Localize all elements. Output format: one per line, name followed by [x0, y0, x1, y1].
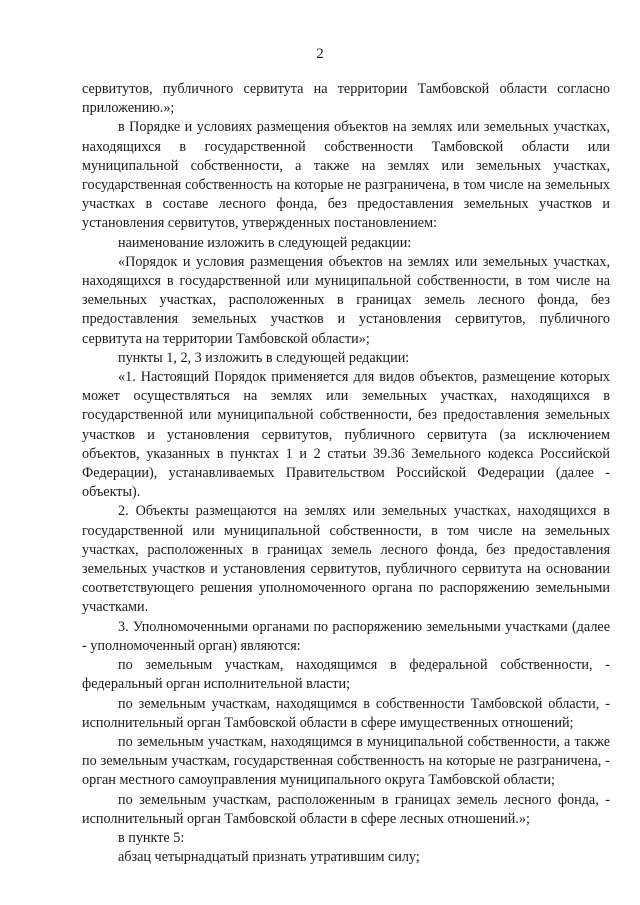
paragraph: по земельным участкам, находящимся в федеральной собственности, - федеральный орган исполнительной власти; [82, 657, 610, 693]
paragraph: пункты 1, 2, 3 изложить в следующей редакции: [118, 349, 410, 366]
paragraph: абзац четырнадцатый признать утратившим силу; [118, 849, 420, 866]
paragraph: по земельным участкам, расположенным в границах земель лесного фонда, - исполнительный орган Тамбовской области в сфере лесных отношений.»; [82, 791, 610, 827]
paragraph: 2. Объекты размещаются на землях или земельных участках, находящихся в государственной или муниципальной собственности, в том числе на земельных участках, расположенных в границах земель лесного фонда, без предоставления земельных участков и установления сервитутов, публичного сервитута на основании соответствующего решения уполномоченного органа по распоряжению земельными участками. [82, 503, 610, 616]
document-body [82, 80, 610, 867]
page-number: 2 [316, 46, 324, 62]
paragraph: в Порядке и условиях размещения объектов на землях или земельных участках, находящихся в государственной собственности Тамбовской области или муниципальной собственности, а также на землях или земельных участках, государственная собственность на которые не разграничена, в том числе на земельных участках в составе лесного фонда, без предоставления земельных участков и установления сервитутов, утвержденных постановлением: [82, 119, 610, 232]
paragraph: 3. Уполномоченными органами по распоряжению земельными участками (далее - уполномоченный орган) являются: [82, 618, 610, 654]
paragraph: «Порядок и условия размещения объектов на землях или земельных участках, находящихся в государственной или муниципальной собственности, в том числе на земельных участках, расположенных в границах земель лесного фонда, без предоставления земельных участков и установления сервитутов, публичного сервитута на территории Тамбовской области»; [82, 253, 610, 347]
paragraph: сервитутов, публичного сервитута на территории Тамбовской области согласно приложению.»; [82, 81, 610, 117]
paragraph: наименование изложить в следующей редакции: [118, 234, 412, 251]
paragraph: по земельным участкам, находящимся в муниципальной собственности, а также по земельным участкам, государственная собственность на которые не разграничена, - орган местного самоуправления муниципального округа Тамбовской области; [82, 733, 610, 789]
paragraph: по земельным участкам, находящимся в собственности Тамбовской области, - исполнительный орган Тамбовской области в сфере имущественных отношений; [82, 695, 610, 731]
paragraph: «1. Настоящий Порядок применяется для видов объектов, размещение которых может осуществляться на землях или земельных участках, находящихся в государственной или муниципальной собственности, без предоставления земельных участков и установления сервитутов, публичного сервитута (за исключением объектов, указанных в пунктах 1 и 2 статьи 39.36 Земельного кодекса Российской Федерации), устанавливаемых Правительством Российской Федерации (далее - объекты). [82, 369, 610, 501]
paragraph: в пункте 5: [118, 829, 185, 846]
